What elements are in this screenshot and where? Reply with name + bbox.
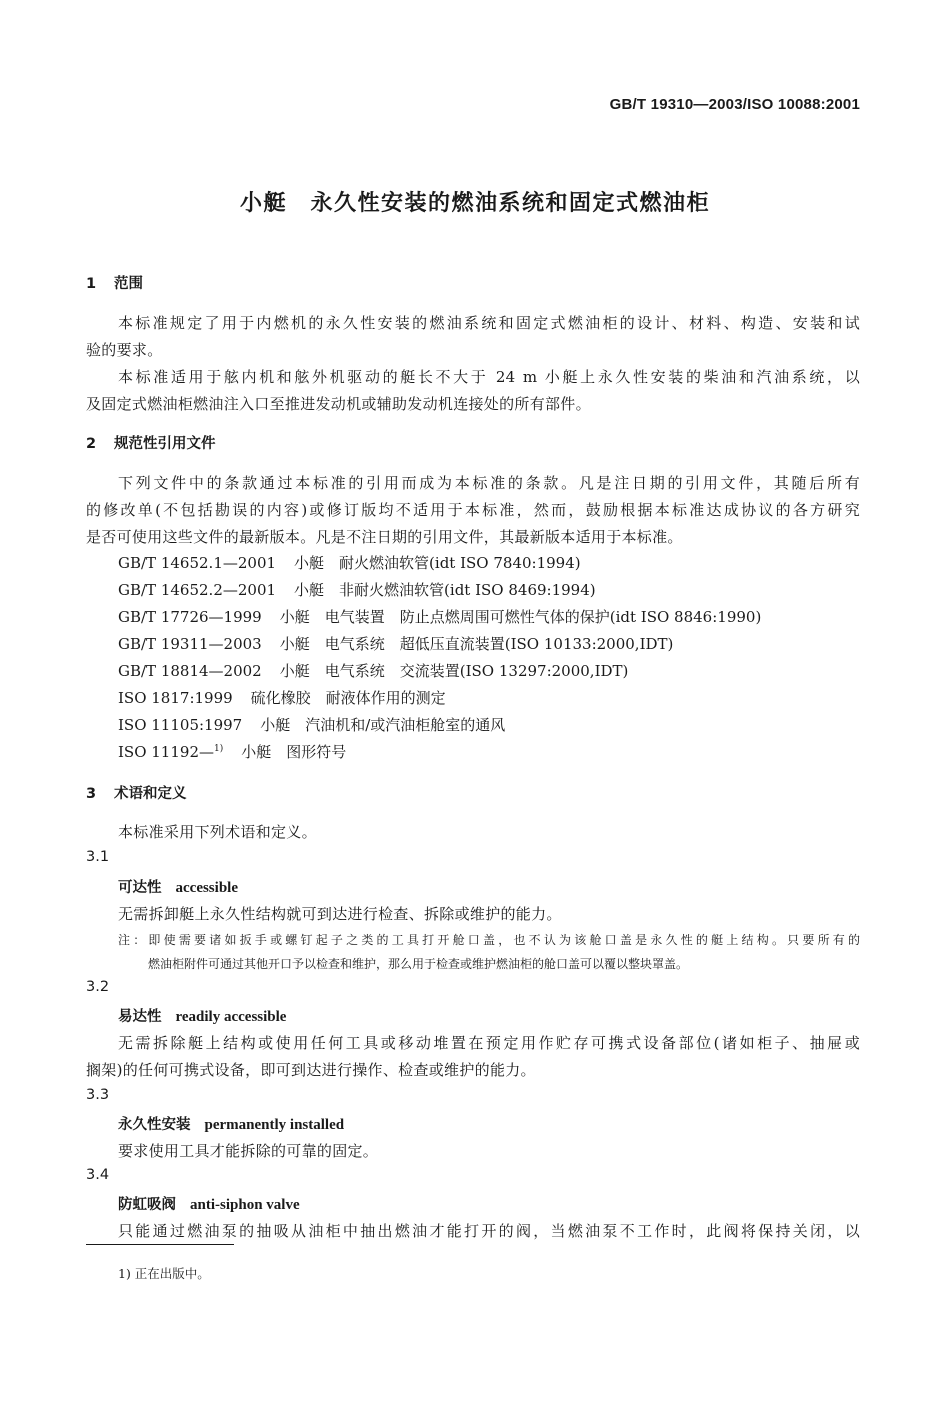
reference-code: GB/T 19311—2003: [118, 635, 262, 653]
scope-paragraph-2-line-2: 及固定式燃油柜燃油注入口至推进发动机或辅助发动机连接处的所有部件。: [86, 395, 591, 413]
reference-title: 小艇 耐火燃油软管(idt ISO 7840:1994): [294, 554, 581, 572]
term-definition: 无需拆卸艇上永久性结构就可到达进行检查、拆除或维护的能力。: [118, 905, 562, 923]
reference-item: [118, 714, 505, 735]
reference-title: 小艇 汽油机和/或汽油柜舱室的通风: [260, 716, 506, 734]
references-intro-line-1: 下列文件中的条款通过本标准的引用而成为本标准的条款。凡是注日期的引用文件，其随后所有: [118, 474, 860, 492]
term-chinese: 易达性: [118, 1009, 162, 1025]
term-definition: 要求使用工具才能拆除的可靠的固定。: [118, 1142, 379, 1160]
reference-code: ISO 1817:1999: [118, 689, 233, 707]
footnote-marker: 1): [213, 744, 224, 754]
clause-number: 3.4: [86, 1167, 110, 1183]
reference-item: [118, 633, 673, 654]
term-english: anti-siphon valve: [190, 1197, 300, 1213]
reference-title: 小艇 电气系统 交流装置(ISO 13297:2000,IDT): [279, 662, 629, 680]
term-english: permanently installed: [204, 1117, 345, 1133]
term-entry: [118, 876, 238, 897]
reference-code: ISO 11192—: [118, 743, 214, 761]
section-title: 术语和定义: [114, 786, 187, 802]
reference-title: 小艇 非耐火燃油软管(idt ISO 8469:1994): [294, 581, 596, 599]
term-entry: [118, 1005, 286, 1026]
term-definition-line-2: 搁架)的任何可携式设备，即可到达进行操作、检查或维护的能力。: [86, 1061, 536, 1079]
reference-title: 小艇 电气装置 防止点燃周围可燃性气体的保护(idt ISO 8846:1990): [279, 608, 762, 626]
section-number: 1: [86, 276, 97, 292]
section-heading-scope: [86, 272, 143, 293]
clause-number: 3.3: [86, 1087, 110, 1103]
reference-item: [118, 741, 346, 762]
clause-number: 3.1: [86, 849, 110, 865]
section-number: 3: [86, 786, 97, 802]
reference-code: GB/T 14652.2—2001: [118, 581, 277, 599]
reference-title: 小艇 电气系统 超低压直流装置(ISO 10133:2000,IDT): [279, 635, 674, 653]
section-title: 范围: [114, 276, 143, 292]
reference-item: [118, 552, 581, 573]
term-chinese: 防虹吸阀: [118, 1197, 176, 1213]
section-title: 规范性引用文件: [114, 436, 216, 452]
section-number: 2: [86, 436, 97, 452]
term-note-line-1: 注：即使需要诸如扳手或螺钉起子之类的工具打开舱口盖，也不认为该舱口盖是永久性的艇上结构。只要所有的: [118, 933, 860, 947]
reference-item: [118, 660, 628, 681]
term-entry: [118, 1193, 300, 1214]
reference-title: 硫化橡胶 耐液体作用的测定: [250, 689, 446, 707]
term-note-line-2: 燃油柜附件可通过其他开口予以检查和维护，那么用于检查或维护燃油柜的舱口盖可以覆以整块罩盖。: [148, 957, 689, 971]
term-english: accessible: [175, 880, 238, 896]
term-english: readily accessible: [175, 1009, 287, 1025]
scope-paragraph-2-line-1: 本标准适用于舷内机和舷外机驱动的艇长不大于 24 m 小艇上永久性安装的柴油和汽油系统，以: [118, 368, 860, 386]
term-definition: 只能通过燃油泵的抽吸从油柜中抽出燃油才能打开的阀，当燃油泵不工作时，此阀将保持关闭，以: [118, 1222, 860, 1240]
reference-item: [118, 579, 596, 600]
standard-code: GB/T 19310—2003/ISO 10088:2001: [609, 96, 860, 113]
reference-code: GB/T 14652.1—2001: [118, 554, 277, 572]
terms-intro: 本标准采用下列术语和定义。: [118, 823, 317, 841]
reference-code: GB/T 17726—1999: [118, 608, 262, 626]
references-intro-line-2: 的修改单(不包括勘误的内容)或修订版均不适用于本标准，然而，鼓励根据本标准达成协议的各方研究: [86, 501, 860, 519]
document-title: 小艇 永久性安装的燃油系统和固定式燃油柜: [239, 191, 710, 216]
reference-code: GB/T 18814—2002: [118, 662, 262, 680]
footnote-divider: [86, 1244, 234, 1245]
scope-paragraph-1-line-2: 验的要求。: [86, 341, 163, 359]
clause-number: 3.2: [86, 979, 110, 995]
reference-item: [118, 606, 761, 627]
references-intro-line-3: 是否可使用这些文件的最新版本。凡是不注日期的引用文件，其最新版本适用于本标准。: [86, 528, 683, 546]
reference-title: 小艇 图形符号: [241, 743, 347, 761]
term-entry: [118, 1113, 344, 1134]
term-chinese: 可达性: [118, 880, 162, 896]
section-heading-references: [86, 432, 216, 453]
section-heading-terms: [86, 782, 187, 803]
term-definition-line-1: 无需拆除艇上结构或使用任何工具或移动堆置在预定用作贮存可携式设备部位(诸如柜子、抽屉或: [118, 1034, 860, 1052]
term-chinese: 永久性安装: [118, 1117, 191, 1133]
reference-item: [118, 687, 446, 708]
reference-code: ISO 11105:1997: [118, 716, 243, 734]
footnote: 1) 正在出版中。: [118, 1266, 210, 1281]
scope-paragraph-1-line-1: 本标准规定了用于内燃机的永久性安装的燃油系统和固定式燃油柜的设计、材料、构造、安装和试: [118, 314, 860, 332]
